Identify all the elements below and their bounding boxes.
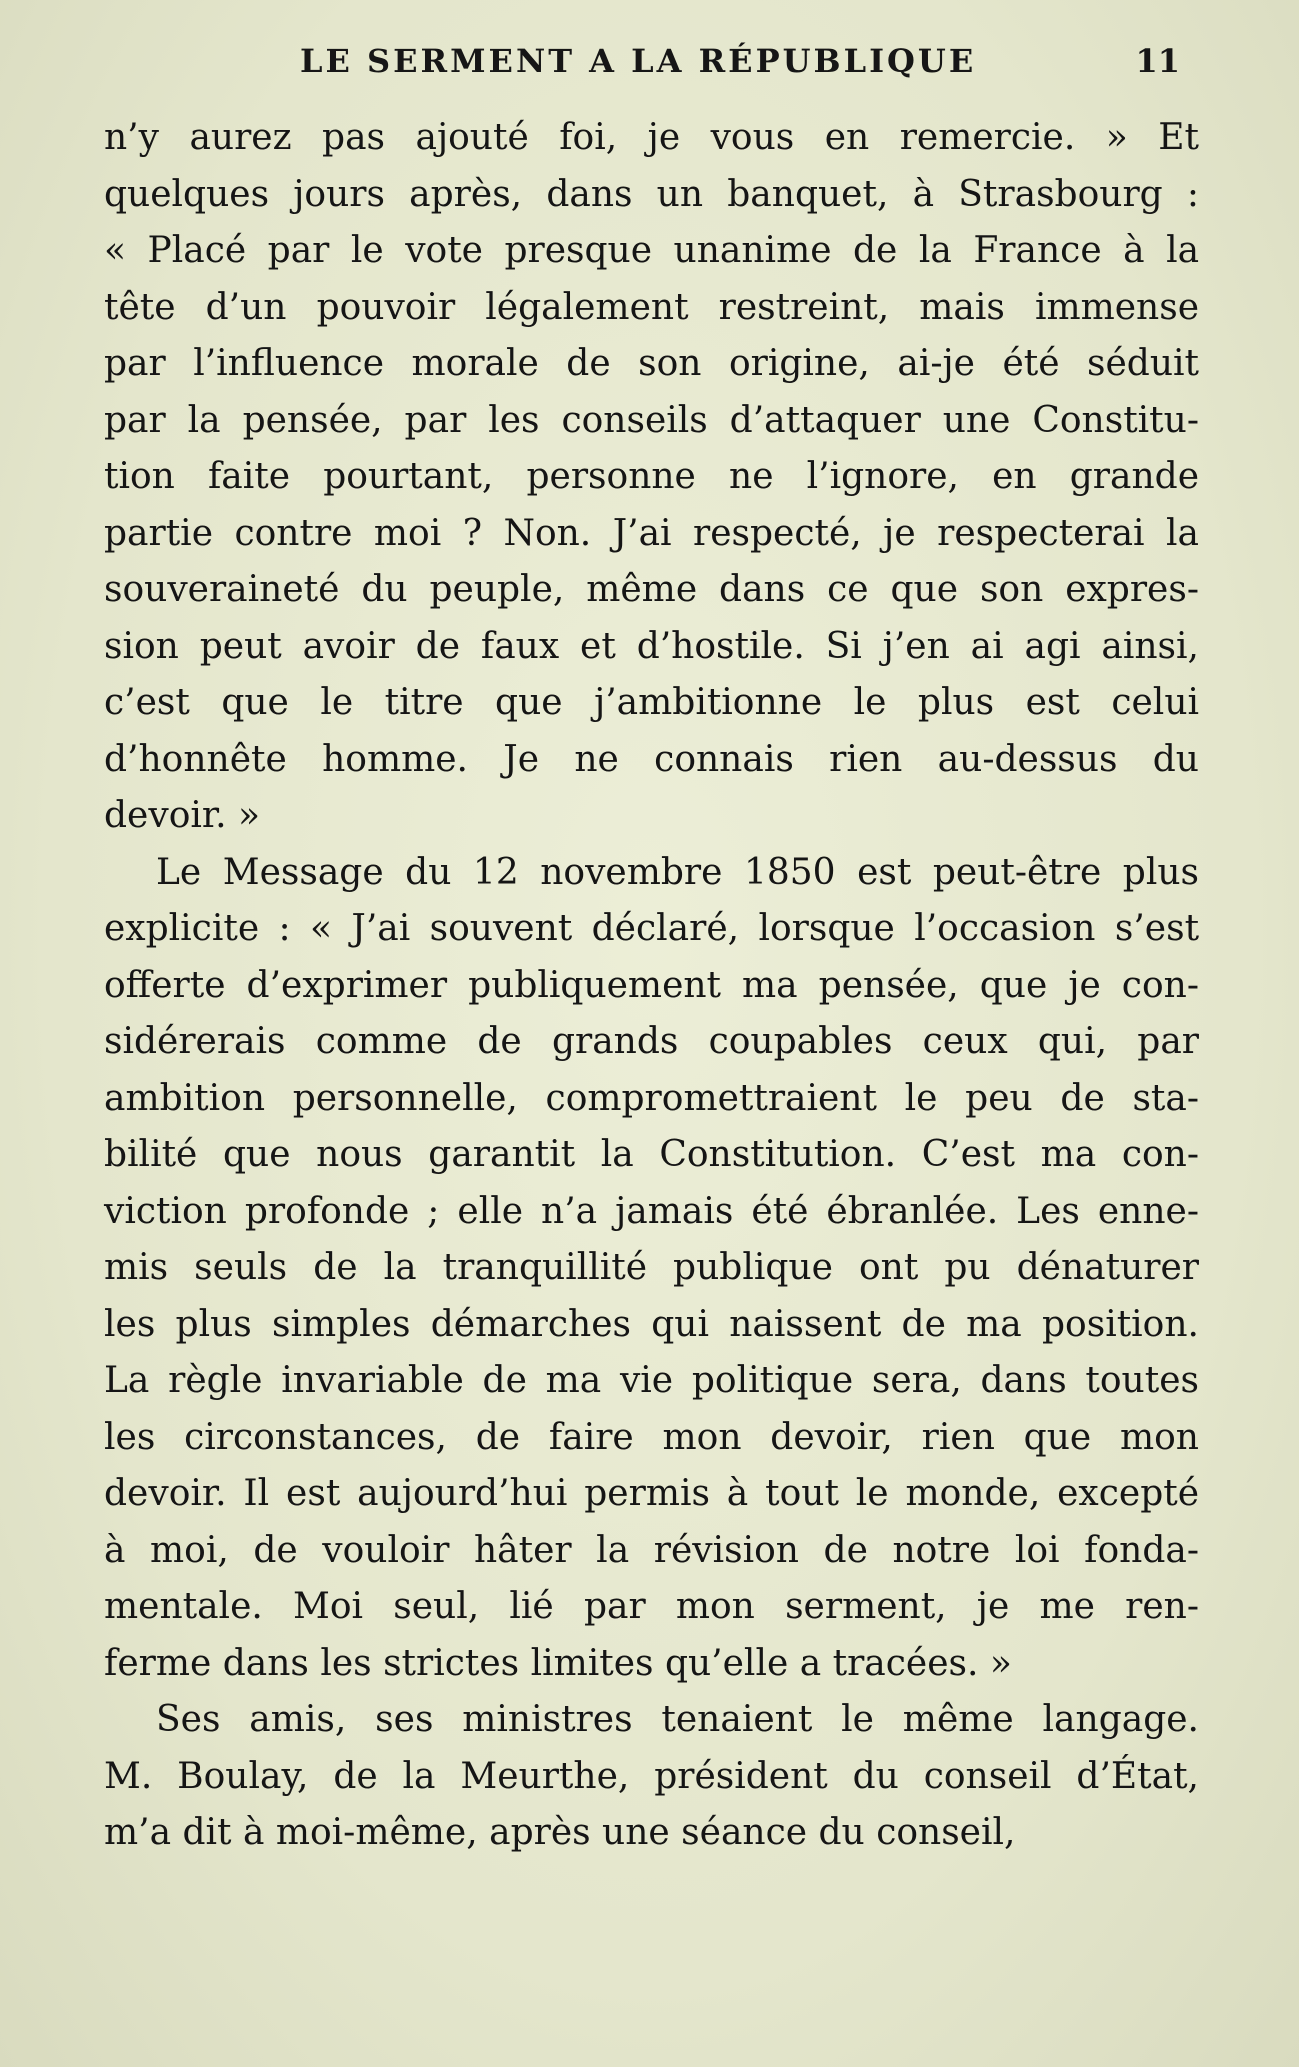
page-number: 11: [1135, 42, 1180, 80]
running-title: LE SERMENT A LA RÉPUBLIQUE: [300, 42, 977, 80]
text-line: « Placé par le vote presque unanime de la France à la: [104, 230, 1200, 271]
text-line: tête d’un pouvoir légalement restreint, mais immense: [104, 286, 1200, 328]
text-line: quelques jours après, dans un banquet, à Strasbourg :: [104, 173, 1200, 215]
text-line: par l’influence morale de son origine, ai-je été séduit: [104, 343, 1200, 384]
text-line: m’a dit à moi-même, après une séance du conseil,: [104, 1812, 1016, 1853]
text-line: les circonstances, de faire mon devoir, rien que mon: [104, 1416, 1199, 1458]
page-header: [300, 42, 1180, 92]
text-line: sion peut avoir de faux et d’hostile. Si j’en ai agi ainsi,: [104, 625, 1199, 667]
text-line: souveraineté du peuple, même dans ce que son expres-: [104, 569, 1199, 610]
text-line: ferme dans les strictes limites qu’elle a tracées. »: [104, 1642, 1012, 1684]
text-line: ambition personnelle, compromettraient le peu de sta-: [104, 1077, 1200, 1119]
text-line: c’est que le titre que j’ambitionne le plus est celui: [104, 682, 1200, 723]
text-line: sidérerais comme de grands coupables ceux qui, par: [104, 1021, 1199, 1062]
body-text: [104, 110, 1199, 1862]
text-line: à moi, de vouloir hâter la révision de notre loi fonda-: [104, 1529, 1199, 1571]
paragraph: [104, 110, 1199, 845]
text-line: par la pensée, par les conseils d’attaquer une Constitu-: [104, 399, 1199, 441]
text-line: mentale. Moi seul, lié par mon serment, je me ren-: [104, 1586, 1199, 1627]
text-line: d’honnête homme. Je ne connais rien au-dessus du: [104, 738, 1199, 780]
text-line: devoir. Il est aujourd’hui permis à tout le monde, excepté: [104, 1473, 1200, 1514]
text-line: tion faite pourtant, personne ne l’ignore, en grande: [104, 456, 1200, 497]
text-line: Le Message du 12 novembre 1850 est peut-être plus: [156, 851, 1200, 893]
text-line: offerte d’exprimer publiquement ma pensée, que je con-: [104, 964, 1199, 1006]
text-line: La règle invariable de ma vie politique sera, dans toutes: [104, 1360, 1199, 1401]
text-line: Ses amis, ses ministres tenaient le même langage.: [156, 1699, 1199, 1740]
text-line: n’y aurez pas ajouté foi, je vous en remercie. » Et: [104, 117, 1200, 158]
text-line: partie contre moi ? Non. J’ai respecté, je respecterai la: [104, 512, 1199, 554]
text-line: explicite : « J’ai souvent déclaré, lorsque l’occasion s’est: [104, 908, 1200, 949]
text-line: M. Boulay, de la Meurthe, président du conseil d’État,: [104, 1755, 1200, 1797]
paragraph: [104, 1692, 1199, 1862]
text-line: viction profonde ; elle n’a jamais été ébranlée. Les enne-: [104, 1190, 1200, 1232]
text-line: devoir. »: [104, 795, 261, 836]
text-line: bilité que nous garantit la Constitution. C’est ma con-: [104, 1134, 1200, 1175]
paragraph: [104, 845, 1199, 1693]
text-line: les plus simples démarches qui naissent de ma position.: [104, 1303, 1199, 1345]
text-line: mis seuls de la tranquillité publique ont pu dénaturer: [104, 1247, 1199, 1288]
